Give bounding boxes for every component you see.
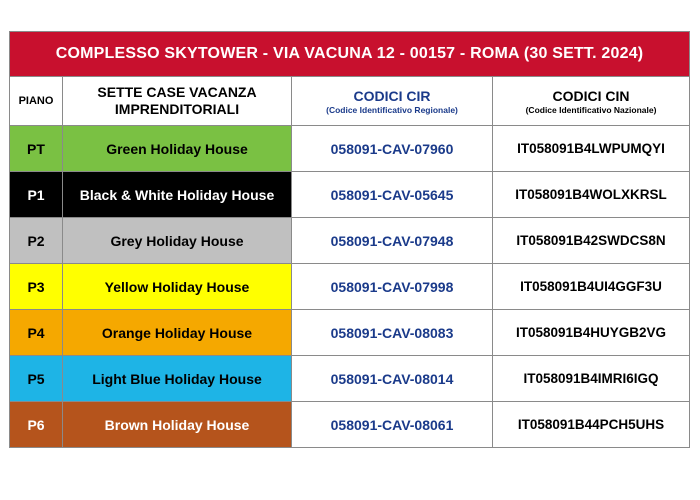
floor-cell: P2 bbox=[10, 218, 63, 264]
house-name-cell: Black & White Holiday House bbox=[63, 172, 292, 218]
header-piano: PIANO bbox=[10, 77, 63, 126]
floor-cell: P5 bbox=[10, 356, 63, 402]
title-row bbox=[10, 32, 690, 77]
floor-cell: P6 bbox=[10, 402, 63, 448]
house-name-cell: Brown Holiday House bbox=[63, 402, 292, 448]
cin-code-cell: IT058091B4UI4GGF3U bbox=[493, 264, 690, 310]
header-cir-title: CODICI CIR bbox=[353, 87, 431, 104]
header-case-line2: IMPRENDITORIALI bbox=[114, 101, 240, 117]
header-row bbox=[10, 77, 690, 126]
cin-code-cell: IT058091B4LWPUMQYI bbox=[493, 126, 690, 172]
header-codici-cin bbox=[493, 77, 690, 126]
cin-code-cell: IT058091B44PCH5UHS bbox=[493, 402, 690, 448]
table-row bbox=[10, 310, 690, 356]
house-name-cell: Grey Holiday House bbox=[63, 218, 292, 264]
table-row bbox=[10, 218, 690, 264]
header-case-line1: SETTE CASE VACANZA bbox=[97, 84, 257, 100]
cir-code-cell: 058091-CAV-07998 bbox=[292, 264, 493, 310]
header-cin-title: CODICI CIN bbox=[552, 87, 630, 104]
table-row bbox=[10, 402, 690, 448]
cin-code-cell: IT058091B4WOLXKRSL bbox=[493, 172, 690, 218]
cir-code-cell: 058091-CAV-05645 bbox=[292, 172, 493, 218]
cir-code-cell: 058091-CAV-08083 bbox=[292, 310, 493, 356]
table-row bbox=[10, 264, 690, 310]
cir-code-cell: 058091-CAV-08014 bbox=[292, 356, 493, 402]
header-cir-subtitle: (Codice Identificativo Regionale) bbox=[326, 104, 458, 115]
header-case-vacanza bbox=[63, 77, 292, 126]
cir-code-cell: 058091-CAV-07960 bbox=[292, 126, 493, 172]
table-row bbox=[10, 356, 690, 402]
house-name-cell: Green Holiday House bbox=[63, 126, 292, 172]
floor-cell: P1 bbox=[10, 172, 63, 218]
holiday-house-codes-table bbox=[9, 31, 690, 448]
cir-code-cell: 058091-CAV-08061 bbox=[292, 402, 493, 448]
house-name-cell: Light Blue Holiday House bbox=[63, 356, 292, 402]
cir-code-cell: 058091-CAV-07948 bbox=[292, 218, 493, 264]
table-row bbox=[10, 126, 690, 172]
floor-cell: PT bbox=[10, 126, 63, 172]
house-name-cell: Yellow Holiday House bbox=[63, 264, 292, 310]
floor-cell: P3 bbox=[10, 264, 63, 310]
table-title: COMPLESSO SKYTOWER - VIA VACUNA 12 - 00157 - ROMA (30 SETT. 2024) bbox=[10, 32, 690, 77]
floor-cell: P4 bbox=[10, 310, 63, 356]
header-cin-subtitle: (Codice Identificativo Nazionale) bbox=[525, 104, 657, 115]
cin-code-cell: IT058091B4HUYGB2VG bbox=[493, 310, 690, 356]
table-row bbox=[10, 172, 690, 218]
cin-code-cell: IT058091B42SWDCS8N bbox=[493, 218, 690, 264]
header-codici-cir bbox=[292, 77, 493, 126]
house-name-cell: Orange Holiday House bbox=[63, 310, 292, 356]
table-body bbox=[10, 32, 690, 448]
cin-code-cell: IT058091B4IMRI6IGQ bbox=[493, 356, 690, 402]
